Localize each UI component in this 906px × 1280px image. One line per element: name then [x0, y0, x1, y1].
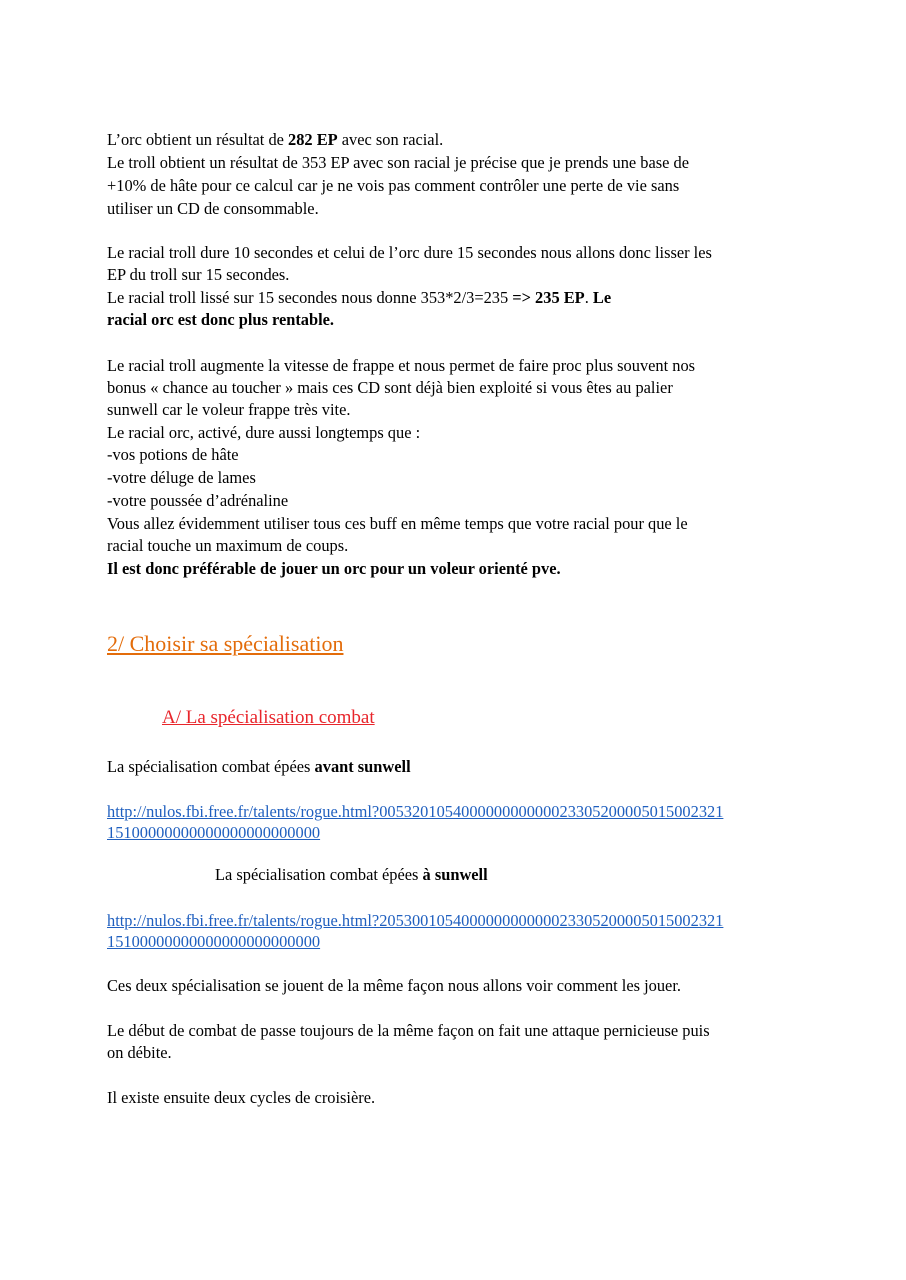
paragraph-line	[107, 130, 443, 150]
list-item: -vos potions de hâte	[107, 445, 239, 464]
paragraph-line: utiliser un CD de consommable.	[107, 199, 319, 218]
paragraph-line: Le troll obtient un résultat de 353 EP avec son racial je précise que je prends une base de	[107, 153, 689, 172]
section-heading: 2/ Choisir sa spécialisation	[107, 631, 344, 656]
subsection-heading: A/ La spécialisation combat	[162, 707, 375, 728]
bold-text: Le	[592, 288, 612, 307]
text-run: Le racial troll lissé sur 15 secondes nous donne 353*2/3=235	[107, 288, 513, 307]
text-run: .	[584, 288, 593, 307]
paragraph-line: Le racial troll augmente la vitesse de frappe et nous permet de faire proc plus souvent nos	[107, 356, 696, 375]
text-run: avec son racial.	[337, 130, 444, 149]
bold-text: => 235 EP	[512, 288, 585, 307]
talent-link-1-cont[interactable]	[107, 823, 320, 843]
talent-link-2-cont[interactable]	[107, 932, 320, 952]
talent-link-text[interactable]: http://nulos.fbi.free.fr/talents/rogue.html?005320105400000000000023305200005015002321	[107, 802, 724, 821]
paragraph-line: Le début de combat de passe toujours de la même façon on fait une attaque pernicieuse puis	[107, 1021, 710, 1040]
paragraph-line: Le racial troll dure 10 secondes et celui de l’orc dure 15 secondes nous allons donc lisser les	[107, 243, 712, 262]
paragraph-line	[107, 757, 411, 777]
paragraph-line: Il existe ensuite deux cycles de croisière.	[107, 1088, 376, 1107]
paragraph-line: Ces deux spécialisation se jouent de la même façon nous allons voir comment les jouer.	[107, 976, 681, 995]
list-item: -votre poussée d’adrénaline	[107, 491, 289, 510]
bold-conclusion: Il est donc préférable de jouer un orc pour un voleur orienté pve.	[107, 559, 561, 578]
paragraph-line: Vous allez évidemment utiliser tous ces buff en même temps que votre racial pour que le	[107, 514, 688, 533]
talent-link-2[interactable]	[107, 911, 723, 931]
bold-text: avant sunwell	[314, 757, 411, 776]
talent-link-text[interactable]: 15100000000000000000000000	[107, 932, 321, 951]
paragraph-line	[215, 865, 488, 885]
paragraph-line: EP du troll sur 15 secondes.	[107, 265, 290, 284]
text-run: La spécialisation combat épées	[215, 865, 423, 884]
list-item: -votre déluge de lames	[107, 468, 256, 487]
paragraph-line	[107, 288, 611, 308]
bold-text: à sunwell	[422, 865, 488, 884]
paragraph-line: +10% de hâte pour ce calcul car je ne vois pas comment contrôler une perte de vie sans	[107, 176, 680, 195]
bold-conclusion: racial orc est donc plus rentable.	[107, 310, 335, 329]
text-run: La spécialisation combat épées	[107, 757, 315, 776]
paragraph-line: Le racial orc, activé, dure aussi longtemps que :	[107, 423, 421, 442]
talent-link-text[interactable]: http://nulos.fbi.free.fr/talents/rogue.html?205300105400000000000023305200005015002321	[107, 911, 724, 930]
paragraph-line: bonus « chance au toucher » mais ces CD sont déjà bien exploité si vous êtes au palier	[107, 378, 673, 397]
talent-link-1[interactable]	[107, 802, 723, 822]
text-run: L’orc obtient un résultat de	[107, 130, 289, 149]
paragraph-line: on débite.	[107, 1043, 172, 1062]
paragraph-line: sunwell car le voleur frappe très vite.	[107, 400, 351, 419]
bold-text: 282 EP	[288, 130, 338, 149]
paragraph-line: racial touche un maximum de coups.	[107, 536, 349, 555]
talent-link-text[interactable]: 15100000000000000000000000	[107, 823, 321, 842]
